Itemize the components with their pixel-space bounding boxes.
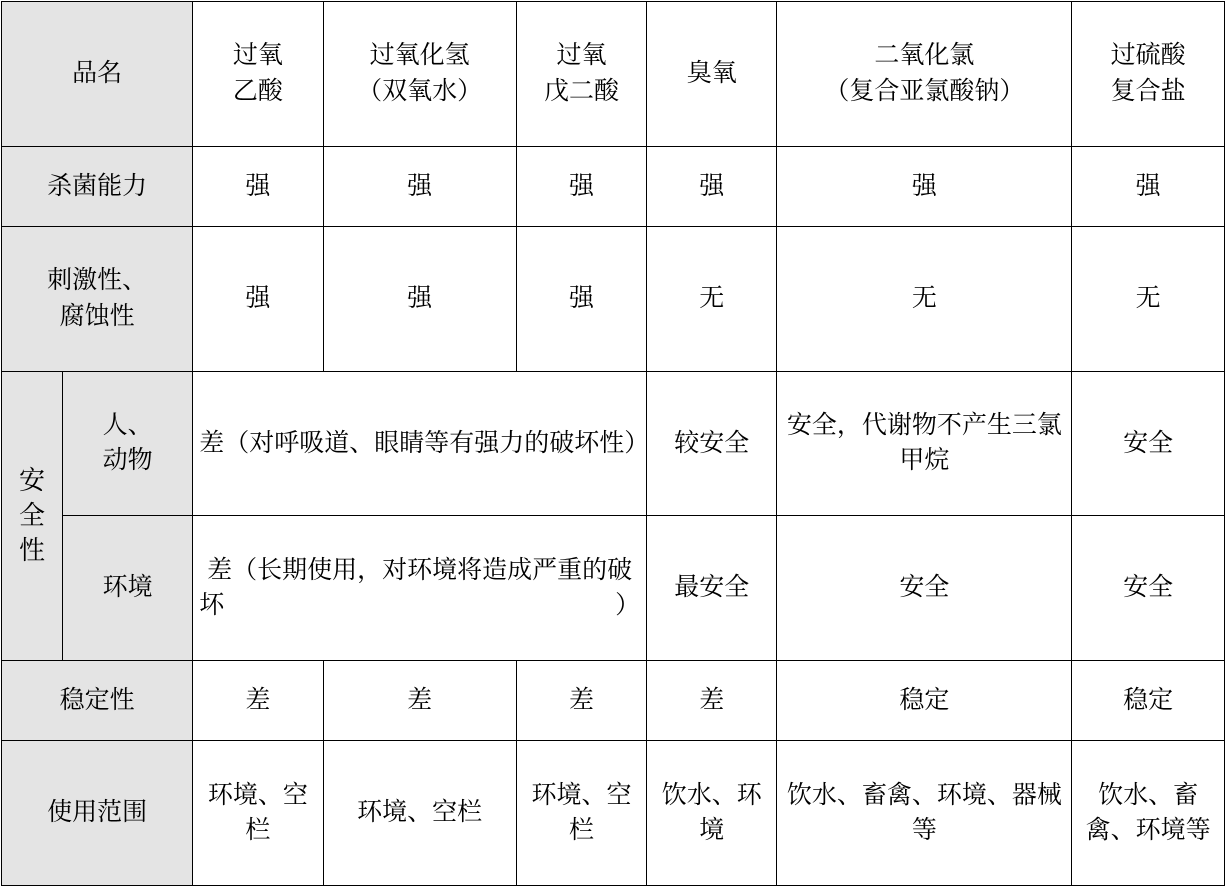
row-label-irritation-line2: 腐蚀性 (59, 302, 135, 330)
cell-stability-col1: 差 (193, 660, 323, 740)
cell-safety-animal-col5: 安全，代谢物不产生三氯甲烷 (777, 371, 1072, 516)
header-cell-col1 (193, 2, 323, 147)
header-col1-line2: 乙酸 (232, 77, 283, 105)
cell-irritation-col6: 无 (1072, 227, 1225, 372)
table-row-irritation (2, 227, 1225, 372)
cell-safety-animal-col4: 较安全 (647, 371, 777, 516)
header-cell-col2 (323, 2, 516, 147)
table-row-usage-scope (2, 741, 1225, 886)
disinfectant-comparison-table (1, 1, 1225, 886)
sub-label-environment-line1: 环境 (102, 574, 153, 602)
header-col2-line1: 过氧化氢 (369, 42, 470, 70)
table-row-sterilization (2, 146, 1225, 226)
table-header-row (2, 2, 1225, 147)
table-row-safety-environment (2, 516, 1225, 661)
cell-usage-col6: 饮水、畜禽、环境等 (1072, 741, 1225, 886)
cell-safety-animal-col6: 安全 (1072, 371, 1225, 516)
cell-stability-col2: 差 (323, 660, 516, 740)
sub-label-environment (63, 516, 193, 661)
row-label-usage-scope: 使用范围 (2, 741, 193, 886)
header-col6-line2: 复合盐 (1110, 77, 1186, 105)
header-cell-col4 (647, 2, 777, 147)
header-cell-name: 品名 (2, 2, 193, 147)
cell-sterilization-col6: 强 (1072, 146, 1225, 226)
cell-sterilization-col3: 强 (516, 146, 646, 226)
header-col4-line1: 臭氧 (686, 60, 737, 88)
cell-irritation-col5: 无 (777, 227, 1072, 372)
header-cell-col6 (1072, 2, 1225, 147)
header-col6-line1: 过硫酸 (1110, 42, 1186, 70)
table-row-stability (2, 660, 1225, 740)
header-col2-line2: （双氧水） (357, 77, 483, 105)
cell-stability-col6: 稳定 (1072, 660, 1225, 740)
cell-irritation-col3: 强 (516, 227, 646, 372)
cell-safety-environment-col6: 安全 (1072, 516, 1225, 661)
sub-label-human-animal (63, 371, 193, 516)
header-col3-line1: 过氧 (556, 42, 607, 70)
row-label-sterilization: 杀菌能力 (2, 146, 193, 226)
row-label-irritation (2, 227, 193, 372)
table-row-safety-animal (2, 371, 1225, 516)
cell-stability-col5: 稳定 (777, 660, 1072, 740)
header-cell-col3 (516, 2, 646, 147)
cell-sterilization-col4: 强 (647, 146, 777, 226)
cell-safety-environment-merged: 差（长期使用，对环境将造成严重的破坏） (193, 516, 647, 661)
cell-usage-col4: 饮水、环境 (647, 741, 777, 886)
cell-safety-environment-col5: 安全 (777, 516, 1072, 661)
header-col5-line2: （复合亚氯酸钠） (824, 77, 1025, 105)
cell-irritation-col1: 强 (193, 227, 323, 372)
header-cell-col5 (777, 2, 1072, 147)
row-label-safety-line1: 安 (19, 466, 46, 496)
row-label-irritation-line1: 刺激性、 (47, 267, 148, 295)
cell-stability-col3: 差 (516, 660, 646, 740)
cell-usage-col1: 环境、空栏 (193, 741, 323, 886)
row-label-safety-line3: 性 (19, 536, 46, 566)
row-label-safety-line2: 全 (19, 501, 46, 531)
cell-irritation-col2: 强 (323, 227, 516, 372)
cell-sterilization-col5: 强 (777, 146, 1072, 226)
header-col5-line1: 二氧化氯 (874, 42, 975, 70)
cell-safety-environment-col4: 最安全 (647, 516, 777, 661)
cell-usage-col5: 饮水、畜禽、环境、器械等 (777, 741, 1072, 886)
cell-safety-animal-merged: 差（对呼吸道、眼睛等有强力的破坏性） (193, 371, 647, 516)
sub-label-human-animal-line2: 动物 (102, 447, 153, 475)
cell-sterilization-col1: 强 (193, 146, 323, 226)
header-col1-line1: 过氧 (232, 42, 283, 70)
cell-sterilization-col2: 强 (323, 146, 516, 226)
cell-irritation-col4: 无 (647, 227, 777, 372)
cell-usage-col3: 环境、空栏 (516, 741, 646, 886)
sub-label-human-animal-line1: 人、 (102, 411, 153, 439)
cell-stability-col4: 差 (647, 660, 777, 740)
header-col3-line2: 戊二酸 (543, 77, 619, 105)
cell-usage-col2: 环境、空栏 (323, 741, 516, 886)
row-label-stability: 稳定性 (2, 660, 193, 740)
row-label-safety (2, 371, 63, 660)
